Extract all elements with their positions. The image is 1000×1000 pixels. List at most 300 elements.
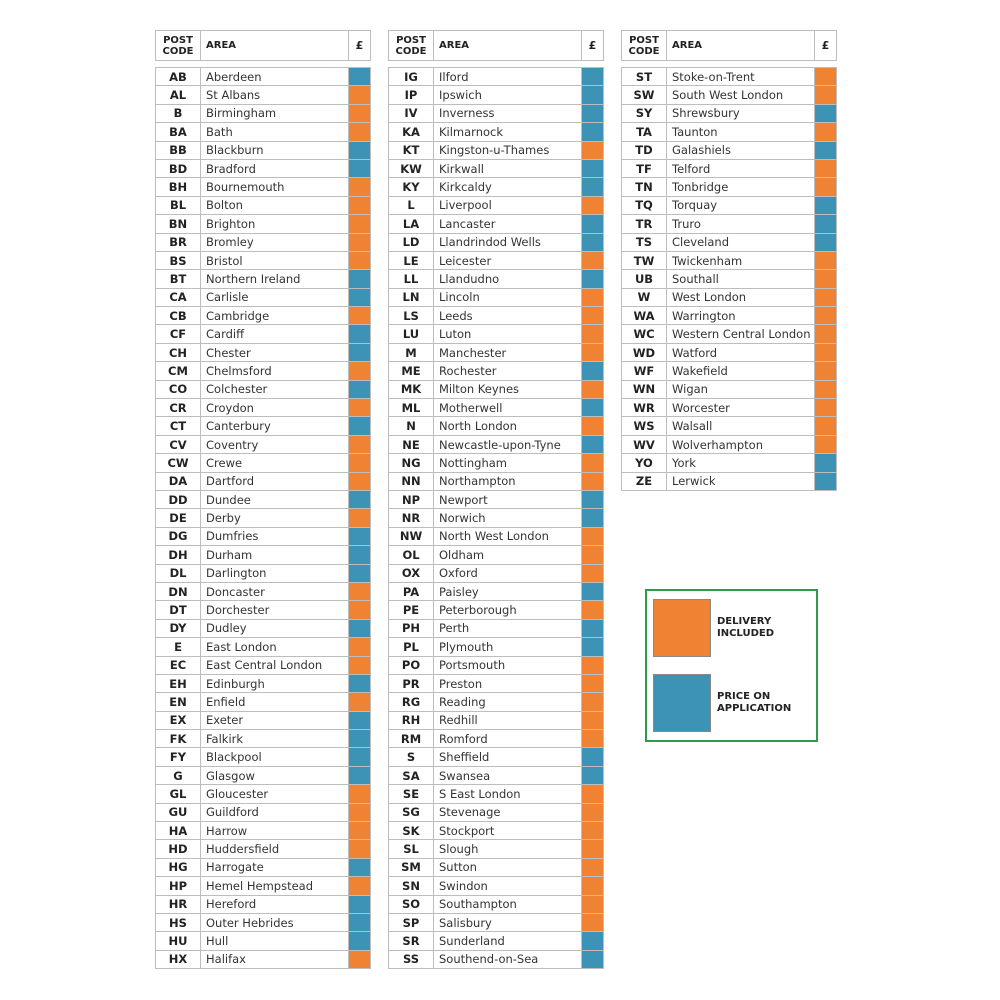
area-cell: Sunderland bbox=[434, 932, 582, 949]
table-row bbox=[155, 86, 371, 104]
table-row bbox=[155, 197, 371, 215]
price-indicator-cell bbox=[582, 932, 603, 949]
postcode-cell: NG bbox=[389, 454, 434, 471]
table-row bbox=[388, 252, 604, 270]
area-cell: Croydon bbox=[201, 399, 349, 416]
area-cell: Romford bbox=[434, 730, 582, 747]
table-row bbox=[388, 675, 604, 693]
postcode-cell: DT bbox=[156, 601, 201, 618]
price-indicator-cell bbox=[349, 601, 370, 618]
postcode-cell: DH bbox=[156, 546, 201, 563]
table-row bbox=[388, 785, 604, 803]
price-indicator-cell bbox=[582, 951, 603, 968]
area-cell: Southall bbox=[667, 270, 815, 287]
table-row bbox=[388, 932, 604, 950]
price-indicator-cell bbox=[349, 473, 370, 490]
postcode-cell: RG bbox=[389, 693, 434, 710]
postcode-cell: DL bbox=[156, 565, 201, 582]
price-indicator-cell bbox=[349, 325, 370, 342]
postcode-cell: EC bbox=[156, 657, 201, 674]
area-cell: Hull bbox=[201, 932, 349, 949]
price-indicator-cell bbox=[582, 859, 603, 876]
price-indicator-cell bbox=[582, 123, 603, 140]
area-cell: West London bbox=[667, 289, 815, 306]
table-row bbox=[621, 344, 837, 362]
postcode-cell: CW bbox=[156, 454, 201, 471]
table-header bbox=[388, 30, 604, 61]
table-row bbox=[155, 325, 371, 343]
table-row bbox=[155, 473, 371, 491]
postcode-cell: LE bbox=[389, 252, 434, 269]
price-indicator-cell bbox=[582, 473, 603, 490]
price-indicator-cell bbox=[349, 454, 370, 471]
postcode-cell: TN bbox=[622, 178, 667, 195]
postcode-cell: WS bbox=[622, 417, 667, 434]
table-row bbox=[155, 68, 371, 86]
postcode-cell: N bbox=[389, 417, 434, 434]
price-indicator-cell bbox=[815, 178, 836, 195]
price-indicator-cell bbox=[349, 160, 370, 177]
postcode-cell: SY bbox=[622, 105, 667, 122]
price-indicator-cell bbox=[582, 528, 603, 545]
area-cell: East Central London bbox=[201, 657, 349, 674]
table-row bbox=[155, 160, 371, 178]
table-row bbox=[388, 491, 604, 509]
price-indicator-cell bbox=[349, 399, 370, 416]
table-row bbox=[155, 381, 371, 399]
price-indicator-cell bbox=[582, 785, 603, 802]
area-cell: Plymouth bbox=[434, 638, 582, 655]
area-cell: Darlington bbox=[201, 565, 349, 582]
area-cell: Dudley bbox=[201, 620, 349, 637]
area-cell: Wolverhampton bbox=[667, 436, 815, 453]
area-cell: Stockport bbox=[434, 822, 582, 839]
price-indicator-cell bbox=[582, 197, 603, 214]
area-cell: Gloucester bbox=[201, 785, 349, 802]
table-row bbox=[388, 657, 604, 675]
table-row bbox=[388, 528, 604, 546]
postcode-cell: AB bbox=[156, 68, 201, 85]
area-cell: Manchester bbox=[434, 344, 582, 361]
price-indicator-cell bbox=[815, 123, 836, 140]
area-cell: Sutton bbox=[434, 859, 582, 876]
table-row bbox=[388, 123, 604, 141]
area-cell: Perth bbox=[434, 620, 582, 637]
price-indicator-cell bbox=[582, 252, 603, 269]
area-cell: Hereford bbox=[201, 896, 349, 913]
table-row bbox=[388, 620, 604, 638]
area-cell: Walsall bbox=[667, 417, 815, 434]
price-indicator-cell bbox=[349, 68, 370, 85]
price-indicator-cell bbox=[349, 344, 370, 361]
price-indicator-cell bbox=[349, 105, 370, 122]
area-cell: Edinburgh bbox=[201, 675, 349, 692]
price-indicator-cell bbox=[582, 491, 603, 508]
postcode-cell: LU bbox=[389, 325, 434, 342]
price-indicator-cell bbox=[349, 270, 370, 287]
header-postcode-line2: CODE bbox=[395, 45, 427, 57]
table-row bbox=[155, 491, 371, 509]
postcode-cell: EN bbox=[156, 693, 201, 710]
postcode-cell: LD bbox=[389, 234, 434, 251]
area-cell: Falkirk bbox=[201, 730, 349, 747]
header-postcode-line2: CODE bbox=[628, 45, 660, 57]
postcode-cell: CV bbox=[156, 436, 201, 453]
postcode-cell: WV bbox=[622, 436, 667, 453]
area-cell: Twickenham bbox=[667, 252, 815, 269]
area-cell: Paisley bbox=[434, 583, 582, 600]
legend-label-delivery: DELIVERY INCLUDED bbox=[717, 616, 774, 639]
area-cell: Llandrindod Wells bbox=[434, 234, 582, 251]
postcode-cell: PH bbox=[389, 620, 434, 637]
price-indicator-cell bbox=[815, 215, 836, 232]
postcode-cell: TQ bbox=[622, 197, 667, 214]
area-cell: S East London bbox=[434, 785, 582, 802]
postcode-cell: HG bbox=[156, 859, 201, 876]
price-indicator-cell bbox=[349, 417, 370, 434]
area-cell: Doncaster bbox=[201, 583, 349, 600]
area-cell: Newcastle-upon-Tyne bbox=[434, 436, 582, 453]
postcode-cell: SG bbox=[389, 804, 434, 821]
area-cell: Truro bbox=[667, 215, 815, 232]
price-indicator-cell bbox=[349, 693, 370, 710]
price-indicator-cell bbox=[349, 840, 370, 857]
table-row bbox=[388, 344, 604, 362]
postcode-cell: SM bbox=[389, 859, 434, 876]
area-cell: Kirkcaldy bbox=[434, 178, 582, 195]
price-indicator-cell bbox=[582, 638, 603, 655]
table-row bbox=[388, 914, 604, 932]
postcode-cell: GL bbox=[156, 785, 201, 802]
area-cell: Enfield bbox=[201, 693, 349, 710]
area-cell: Redhill bbox=[434, 712, 582, 729]
price-indicator-cell bbox=[349, 234, 370, 251]
postcode-cell: KW bbox=[389, 160, 434, 177]
area-cell: Halifax bbox=[201, 951, 349, 968]
postcode-cell: SK bbox=[389, 822, 434, 839]
area-cell: Harrogate bbox=[201, 859, 349, 876]
postcode-cell: DD bbox=[156, 491, 201, 508]
table-row bbox=[388, 399, 604, 417]
area-cell: Salisbury bbox=[434, 914, 582, 931]
table-row bbox=[155, 601, 371, 619]
table-row bbox=[621, 105, 837, 123]
area-cell: Northampton bbox=[434, 473, 582, 490]
price-indicator-cell bbox=[349, 914, 370, 931]
table-row bbox=[388, 730, 604, 748]
table-row bbox=[388, 178, 604, 196]
table-row bbox=[155, 730, 371, 748]
table-row bbox=[621, 399, 837, 417]
postcode-cell: PL bbox=[389, 638, 434, 655]
price-indicator-cell bbox=[582, 712, 603, 729]
area-cell: Carlisle bbox=[201, 289, 349, 306]
area-cell: Chester bbox=[201, 344, 349, 361]
header-price: £ bbox=[821, 39, 830, 52]
postcode-cell: TS bbox=[622, 234, 667, 251]
price-indicator-cell bbox=[349, 859, 370, 876]
area-cell: Shrewsbury bbox=[667, 105, 815, 122]
area-cell: Aberdeen bbox=[201, 68, 349, 85]
table-row bbox=[155, 804, 371, 822]
area-cell: Cleveland bbox=[667, 234, 815, 251]
area-cell: Reading bbox=[434, 693, 582, 710]
price-indicator-cell bbox=[582, 105, 603, 122]
postcode-cell: HA bbox=[156, 822, 201, 839]
price-indicator-cell bbox=[349, 620, 370, 637]
area-cell: North West London bbox=[434, 528, 582, 545]
postcode-cell: BD bbox=[156, 160, 201, 177]
table-row bbox=[388, 362, 604, 380]
area-cell: Bristol bbox=[201, 252, 349, 269]
table-row bbox=[155, 252, 371, 270]
table-row bbox=[155, 565, 371, 583]
price-indicator-cell bbox=[582, 565, 603, 582]
price-indicator-cell bbox=[815, 234, 836, 251]
area-cell: Leicester bbox=[434, 252, 582, 269]
price-indicator-cell bbox=[349, 252, 370, 269]
postcode-cell: L bbox=[389, 197, 434, 214]
table-row bbox=[388, 583, 604, 601]
postcode-cell: WC bbox=[622, 325, 667, 342]
area-cell: Ilford bbox=[434, 68, 582, 85]
area-cell: Torquay bbox=[667, 197, 815, 214]
postcode-cell: W bbox=[622, 289, 667, 306]
header-postcode-line2: CODE bbox=[162, 45, 194, 57]
header-area: AREA bbox=[667, 31, 815, 60]
table-row bbox=[621, 252, 837, 270]
price-indicator-cell bbox=[815, 142, 836, 159]
price-indicator-cell bbox=[582, 399, 603, 416]
table-header bbox=[155, 30, 371, 61]
price-indicator-cell bbox=[582, 454, 603, 471]
postcode-cell: YO bbox=[622, 454, 667, 471]
table-row bbox=[388, 509, 604, 527]
postcode-cell: CO bbox=[156, 381, 201, 398]
postcode-cell: BL bbox=[156, 197, 201, 214]
price-indicator-cell bbox=[349, 509, 370, 526]
table-row bbox=[621, 270, 837, 288]
table-row bbox=[155, 509, 371, 527]
postcode-cell: TD bbox=[622, 142, 667, 159]
postcode-cell: KY bbox=[389, 178, 434, 195]
table-row bbox=[155, 344, 371, 362]
table-row bbox=[388, 877, 604, 895]
header-price: £ bbox=[355, 39, 364, 52]
table-row bbox=[155, 657, 371, 675]
table-row bbox=[621, 178, 837, 196]
area-cell: Northern Ireland bbox=[201, 270, 349, 287]
postcode-cell: RH bbox=[389, 712, 434, 729]
postcode-cell: EH bbox=[156, 675, 201, 692]
table-row bbox=[155, 877, 371, 895]
postcode-cell: DN bbox=[156, 583, 201, 600]
area-cell: Derby bbox=[201, 509, 349, 526]
table-row bbox=[388, 68, 604, 86]
postcode-cell: ML bbox=[389, 399, 434, 416]
price-indicator-cell bbox=[349, 362, 370, 379]
postcode-cell: TA bbox=[622, 123, 667, 140]
table-row bbox=[388, 160, 604, 178]
table-body bbox=[388, 67, 604, 969]
price-indicator-cell bbox=[815, 436, 836, 453]
postcode-cell: BT bbox=[156, 270, 201, 287]
area-cell: Luton bbox=[434, 325, 582, 342]
table-row bbox=[155, 840, 371, 858]
price-indicator-cell bbox=[349, 638, 370, 655]
price-indicator-cell bbox=[815, 160, 836, 177]
area-cell: Lincoln bbox=[434, 289, 582, 306]
legend-swatch-delivery bbox=[653, 599, 711, 657]
table-row bbox=[388, 325, 604, 343]
area-cell: Lancaster bbox=[434, 215, 582, 232]
postcode-cell: BB bbox=[156, 142, 201, 159]
price-indicator-cell bbox=[582, 289, 603, 306]
postcode-cell: WD bbox=[622, 344, 667, 361]
price-indicator-cell bbox=[582, 693, 603, 710]
price-indicator-cell bbox=[349, 197, 370, 214]
table-row bbox=[388, 473, 604, 491]
table-row bbox=[388, 822, 604, 840]
price-indicator-cell bbox=[582, 620, 603, 637]
table-row bbox=[155, 399, 371, 417]
table-row bbox=[155, 142, 371, 160]
postcode-cell: NN bbox=[389, 473, 434, 490]
table-row bbox=[155, 123, 371, 141]
area-cell: Huddersfield bbox=[201, 840, 349, 857]
area-cell: Dartford bbox=[201, 473, 349, 490]
postcode-cell: CT bbox=[156, 417, 201, 434]
table-row bbox=[621, 454, 837, 472]
table-row bbox=[388, 748, 604, 766]
table-row bbox=[621, 417, 837, 435]
price-indicator-cell bbox=[582, 68, 603, 85]
price-indicator-cell bbox=[349, 896, 370, 913]
postcode-cell: SN bbox=[389, 877, 434, 894]
postcode-cell: SP bbox=[389, 914, 434, 931]
price-indicator-cell bbox=[582, 509, 603, 526]
table-row bbox=[388, 804, 604, 822]
header-price: £ bbox=[588, 39, 597, 52]
area-cell: Bath bbox=[201, 123, 349, 140]
price-indicator-cell bbox=[815, 197, 836, 214]
postcode-cell: CR bbox=[156, 399, 201, 416]
postcode-cell: SO bbox=[389, 896, 434, 913]
price-indicator-cell bbox=[582, 748, 603, 765]
postcode-table-1 bbox=[155, 30, 371, 969]
area-cell: Dumfries bbox=[201, 528, 349, 545]
area-cell: Dundee bbox=[201, 491, 349, 508]
area-cell: Exeter bbox=[201, 712, 349, 729]
table-row bbox=[155, 822, 371, 840]
area-cell: Milton Keynes bbox=[434, 381, 582, 398]
postcode-cell: WA bbox=[622, 307, 667, 324]
area-cell: Guildford bbox=[201, 804, 349, 821]
price-indicator-cell bbox=[582, 675, 603, 692]
area-cell: Ipswich bbox=[434, 86, 582, 103]
area-cell: Warrington bbox=[667, 307, 815, 324]
area-cell: Kingston-u-Thames bbox=[434, 142, 582, 159]
area-cell: Western Central London bbox=[667, 325, 815, 342]
postcode-cell: G bbox=[156, 767, 201, 784]
price-indicator-cell bbox=[349, 877, 370, 894]
price-indicator-cell bbox=[815, 270, 836, 287]
area-cell: Worcester bbox=[667, 399, 815, 416]
area-cell: Bradford bbox=[201, 160, 349, 177]
area-cell: Peterborough bbox=[434, 601, 582, 618]
area-cell: Southampton bbox=[434, 896, 582, 913]
postcode-cell: PA bbox=[389, 583, 434, 600]
postcode-cell: HR bbox=[156, 896, 201, 913]
area-cell: Slough bbox=[434, 840, 582, 857]
price-indicator-cell bbox=[582, 436, 603, 453]
postcode-cell: CB bbox=[156, 307, 201, 324]
table-row bbox=[388, 712, 604, 730]
price-indicator-cell bbox=[582, 767, 603, 784]
price-indicator-cell bbox=[349, 215, 370, 232]
area-cell: York bbox=[667, 454, 815, 471]
price-indicator-cell bbox=[582, 344, 603, 361]
table-row bbox=[388, 105, 604, 123]
postcode-cell: LS bbox=[389, 307, 434, 324]
postcode-cell: OX bbox=[389, 565, 434, 582]
area-cell: Wigan bbox=[667, 381, 815, 398]
table-header bbox=[621, 30, 837, 61]
area-cell: Hemel Hempstead bbox=[201, 877, 349, 894]
price-indicator-cell bbox=[815, 86, 836, 103]
price-indicator-cell bbox=[349, 657, 370, 674]
price-indicator-cell bbox=[582, 86, 603, 103]
table-row bbox=[155, 896, 371, 914]
postcode-cell: HX bbox=[156, 951, 201, 968]
area-cell: St Albans bbox=[201, 86, 349, 103]
legend-item-delivery bbox=[653, 599, 774, 657]
table-row bbox=[388, 951, 604, 969]
price-indicator-cell bbox=[349, 804, 370, 821]
price-indicator-cell bbox=[582, 896, 603, 913]
area-cell: Tonbridge bbox=[667, 178, 815, 195]
area-cell: Oxford bbox=[434, 565, 582, 582]
price-indicator-cell bbox=[582, 270, 603, 287]
table-row bbox=[155, 583, 371, 601]
postcode-cell: NW bbox=[389, 528, 434, 545]
table-row bbox=[155, 767, 371, 785]
postcode-cell: GU bbox=[156, 804, 201, 821]
postcode-cell: DG bbox=[156, 528, 201, 545]
table-row bbox=[155, 528, 371, 546]
price-indicator-cell bbox=[582, 840, 603, 857]
postcode-cell: M bbox=[389, 344, 434, 361]
table-row bbox=[388, 307, 604, 325]
table-row bbox=[621, 362, 837, 380]
area-cell: North London bbox=[434, 417, 582, 434]
area-cell: Lerwick bbox=[667, 473, 815, 490]
header-postcode bbox=[389, 31, 434, 60]
price-indicator-cell bbox=[815, 454, 836, 471]
table-row bbox=[388, 767, 604, 785]
price-indicator-cell bbox=[582, 583, 603, 600]
price-indicator-cell bbox=[582, 160, 603, 177]
postcode-cell: HD bbox=[156, 840, 201, 857]
table-row bbox=[388, 86, 604, 104]
price-indicator-cell bbox=[582, 601, 603, 618]
table-row bbox=[155, 748, 371, 766]
area-cell: East London bbox=[201, 638, 349, 655]
postcode-cell: DA bbox=[156, 473, 201, 490]
price-indicator-cell bbox=[582, 877, 603, 894]
table-row bbox=[621, 234, 837, 252]
postcode-cell: ME bbox=[389, 362, 434, 379]
